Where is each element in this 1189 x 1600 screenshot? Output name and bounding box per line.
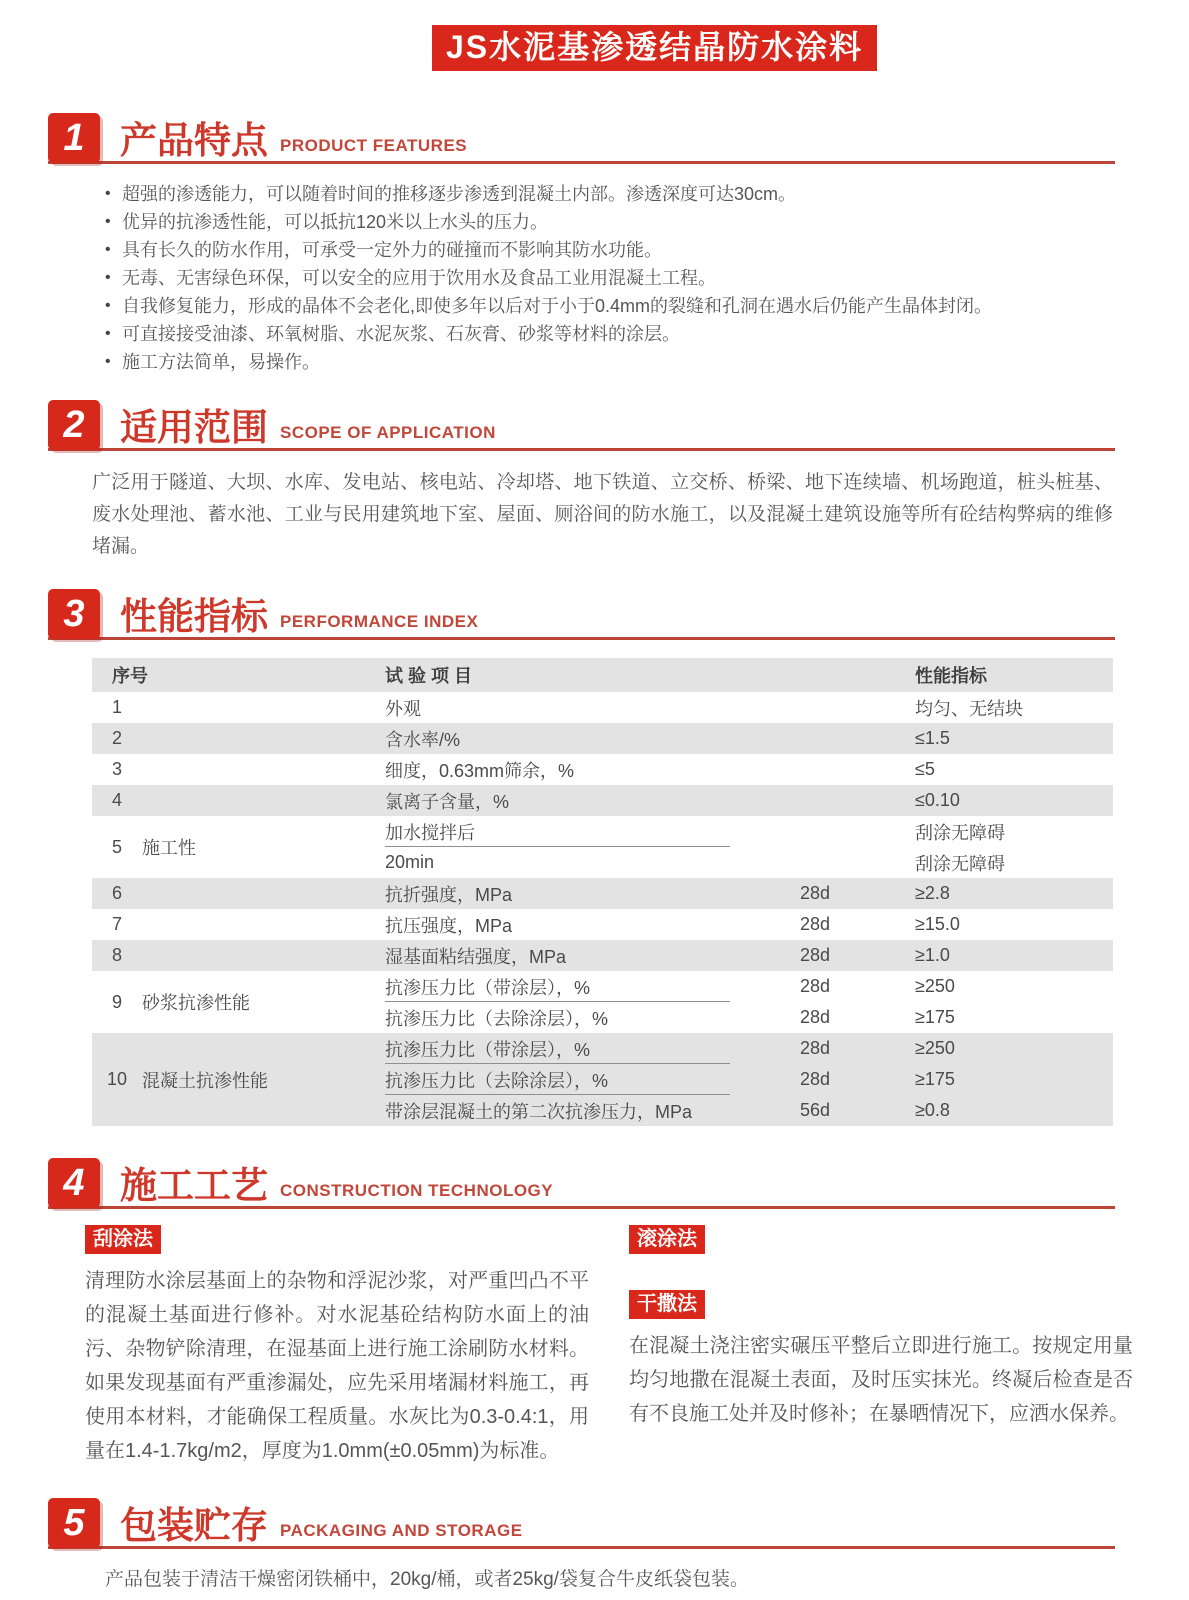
row-category [142,754,385,785]
test-item: 外观 [385,698,421,719]
feature-text: 施工方法简单，易操作。 [122,352,320,373]
section-number-badge: 4 [48,1158,100,1208]
table-row [92,723,1113,754]
feature-text: 优异的抗渗透性能，可以抵抗120米以上水头的压力。 [122,212,549,233]
test-item: 细度，0.63mm筛余，% [385,760,575,781]
section-header-performance [48,587,1115,640]
section-number-badge: 5 [48,1498,100,1548]
feature-bullet [105,348,1119,376]
row-subrows [385,754,1113,785]
table-row [92,878,1113,909]
bullet-dot-icon: • [105,325,111,343]
table-subrow [385,878,1113,909]
header-index: 性能指标 [915,666,987,687]
row-category [142,940,385,971]
row-number: 10 [106,1069,128,1090]
bullet-dot-icon: • [105,269,111,287]
test-item: 湿基面粘结强度，MPa [385,946,567,967]
row-category [142,723,385,754]
header-no: 序号 [112,666,148,687]
row-number: 3 [111,759,122,780]
age-value: 28d [800,1069,831,1090]
row-number: 1 [111,697,122,718]
age-value: 28d [800,945,831,966]
section-number-badge: 3 [48,589,100,639]
table-subrow [385,1095,1113,1126]
feature-text: 可直接接受油漆、环氧树脂、水泥灰浆、石灰膏、砂浆等材料的涂层。 [122,324,680,345]
row-number: 8 [111,945,122,966]
index-value: ≥250 [915,1038,955,1059]
feature-text: 自我修复能力，形成的晶体不会老化,即使多年以后对于小于0.4mm的裂缝和孔洞在遇水后仍能产生晶体封闭。 [122,296,993,317]
table-row [92,785,1113,816]
table-subrow [385,1002,1113,1033]
feature-bullet [105,180,1119,208]
row-number: 5 [111,836,122,857]
bullet-dot-icon: • [105,185,111,203]
feature-bullet-list [105,180,1119,376]
table-row [92,1033,1113,1126]
table-header-row [92,658,1113,692]
index-value: ≤1.5 [915,728,950,749]
section-subtitle: PACKAGING AND STORAGE [280,1521,523,1541]
header-item: 试 验 项 目 [385,666,473,687]
table-subrow [385,940,1113,971]
section-title: 施工工艺 [120,1165,268,1207]
test-item: 抗压强度，MPa [385,915,513,936]
bullet-dot-icon: • [105,213,111,231]
performance-table [92,658,1113,1126]
index-value: ≤5 [915,759,935,780]
feature-bullet [105,208,1119,236]
table-subrow [385,785,1113,816]
feature-bullet [105,264,1119,292]
index-value: ≥1.0 [915,945,950,966]
index-value: ≤0.10 [915,790,960,811]
index-value: ≥15.0 [915,914,960,935]
section-title: 包装贮存 [120,1505,268,1547]
index-value: ≥0.8 [915,1100,950,1121]
row-subrows [385,785,1113,816]
section-subtitle: SCOPE OF APPLICATION [280,423,496,443]
row-category: 混凝土抗渗性能 [142,1070,268,1091]
test-item: 20min [385,852,435,873]
method-label-roll: 滚涂法 [629,1225,705,1254]
feature-text: 无毒、无害绿色环保，可以安全的应用于饮用水及食品工业用混凝土工程。 [122,268,716,289]
method-column-left [85,1225,589,1468]
row-category [142,785,385,816]
table-subrow [385,1033,1113,1064]
row-category: 砂浆抗渗性能 [142,993,250,1014]
age-value: 28d [800,1038,831,1059]
table-row [92,692,1113,723]
index-value: ≥175 [915,1069,955,1090]
section-header-construction [48,1156,1115,1209]
section-subtitle: PRODUCT FEATURES [280,136,468,156]
table-subrow [385,1064,1113,1095]
table-subrow [385,754,1113,785]
construction-methods [85,1225,1133,1468]
section-subtitle: CONSTRUCTION TECHNOLOGY [280,1181,554,1201]
row-subrows [385,940,1113,971]
row-subrows [385,692,1113,723]
age-value: 28d [800,976,831,997]
section-header-features [48,111,1115,164]
table-subrow [385,847,1113,878]
index-value: ≥250 [915,976,955,997]
row-subrows [385,1033,1113,1126]
row-category: 施工性 [142,838,196,859]
row-subrows [385,816,1113,878]
section-header-scope [48,398,1115,451]
section-title: 适用范围 [120,407,268,449]
table-subrow [385,816,1113,847]
feature-text: 超强的渗透能力，可以随着时间的推移逐步渗透到混凝土内部。渗透深度可达30cm。 [122,184,797,205]
method-spacer [629,1254,1133,1290]
index-value: 刮涂无障碍 [915,822,1005,843]
method-text-drysprinkle: 在混凝土浇注密实碾压平整后立即进行施工。按规定用量均匀地撒在混凝土表面，及时压实抹光。终凝后检查是否有不良施工处并及时修补；在暴晒情况下，应洒水保养。 [629,1335,1133,1426]
table-row [92,971,1113,1033]
feature-bullet [105,320,1119,348]
index-value: 刮涂无障碍 [915,853,1005,874]
row-category [142,692,385,723]
test-item: 抗渗压力比（带涂层），% [385,1033,800,1064]
method-column-right [629,1225,1133,1468]
section-subtitle: PERFORMANCE INDEX [280,612,479,632]
bullet-dot-icon: • [105,297,111,315]
table-row [92,816,1113,878]
index-value: ≥2.8 [915,883,950,904]
table-row [92,940,1113,971]
feature-bullet [105,236,1119,264]
row-number: 2 [111,728,122,749]
row-subrows [385,878,1113,909]
test-item: 抗渗压力比（带涂层），% [385,971,800,1002]
row-number: 7 [111,914,122,935]
method-label-drysprinkle: 干撒法 [629,1290,705,1319]
bullet-dot-icon: • [105,241,111,259]
table-subrow [385,723,1113,754]
scope-paragraph: 广泛用于隧道、大坝、水库、发电站、核电站、冷却塔、地下铁道、立交桥、桥梁、地下连续墙、机场跑道，桩头桩基、废水处理池、蓄水池、工业与民用建筑地下室、屋面、厕浴间的防水施工，以及混凝土建筑设施等所有砼结构弊病的维修堵漏。 [92,472,1113,558]
product-title-banner: JS水泥基渗透结晶防水涂料 [432,25,877,71]
section-header-packaging [48,1496,1115,1549]
table-body [92,692,1113,1126]
row-category [142,878,385,909]
bullet-dot-icon: • [105,353,111,371]
test-item: 带涂层混凝土的第二次抗渗压力，MPa [385,1101,693,1122]
test-item: 含水率/% [385,729,461,750]
section-title: 性能指标 [120,596,268,638]
table-subrow [385,692,1113,723]
section-number-badge: 1 [48,113,100,163]
packaging-paragraph: 产品包装于清洁干燥密闭铁桶中，20kg/桶，或者25kg/袋复合牛皮纸袋包装。 [105,1569,749,1591]
row-category [142,909,385,940]
method-text-scrape: 清理防水涂层基面上的杂物和浮泥沙浆，对严重凹凸不平的混凝土基面进行修补。对水泥基砼结构防水面上的油污、杂物铲除清理，在湿基面上进行施工涂刷防水材料。如果发现基面有严重渗漏处，应先采用堵漏材料施工，再使用本材料，才能确保工程质量。水灰比为0.3-0.4:1，用量在1.4-1.7kg/m2，厚度为1.0mm(±0.05mm)为标准。 [85,1270,589,1463]
age-value: 56d [800,1100,831,1121]
table-subrow [385,971,1113,1002]
feature-text: 具有长久的防水作用，可承受一定外力的碰撞而不影响其防水功能。 [122,240,662,261]
row-subrows [385,723,1113,754]
table-subrow [385,909,1113,940]
table-row [92,754,1113,785]
row-number: 4 [111,790,122,811]
row-subrows [385,971,1113,1033]
test-item: 氯离子含量，% [385,791,510,812]
feature-bullet [105,292,1119,320]
test-item: 抗渗压力比（去除涂层），% [385,1064,800,1095]
test-item: 抗折强度，MPa [385,884,513,905]
row-number: 9 [111,991,122,1012]
table-row [92,909,1113,940]
row-subrows [385,909,1113,940]
row-number: 6 [111,883,122,904]
section-number-badge: 2 [48,400,100,450]
age-value: 28d [800,914,831,935]
section-title: 产品特点 [120,120,268,162]
test-item: 加水搅拌后 [385,816,800,847]
method-label-scrape: 刮涂法 [85,1225,161,1254]
index-value: 均匀、无结块 [915,698,1023,719]
test-item: 抗渗压力比（去除涂层），% [385,1008,609,1029]
age-value: 28d [800,883,831,904]
index-value: ≥175 [915,1007,955,1028]
age-value: 28d [800,1007,831,1028]
